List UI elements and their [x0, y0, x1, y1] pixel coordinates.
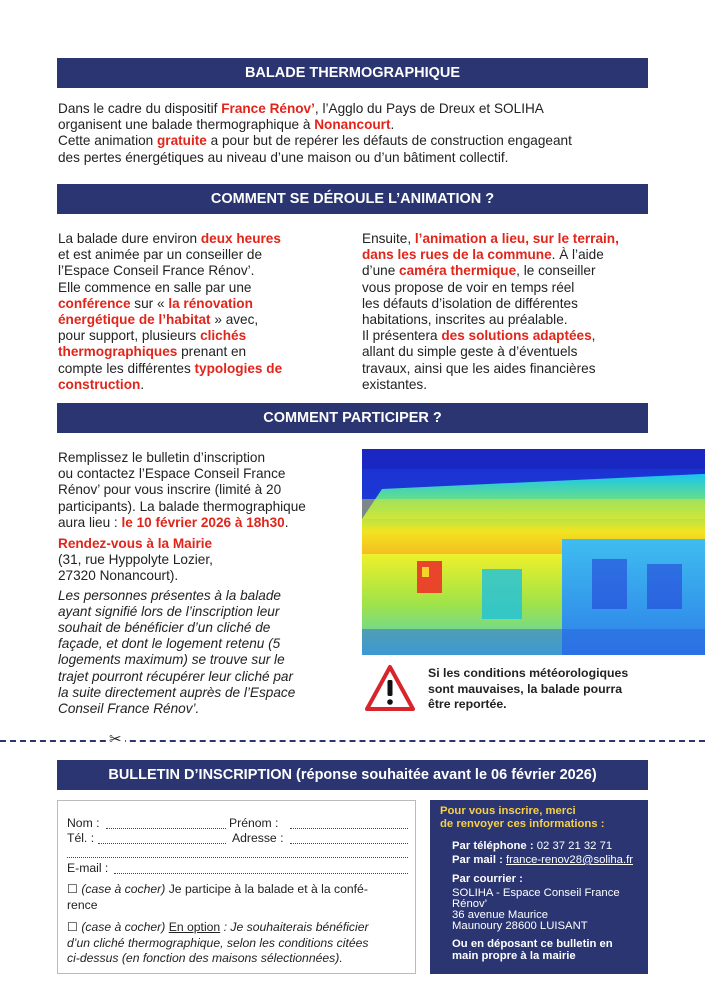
adresse-field-line2[interactable]	[67, 857, 408, 858]
animation-right-column: Ensuite, l’animation a lieu, sur le terrain, dans les rues de la commune. À l’aide d’une caméra thermique, le conseiller vous propose de voir en temps réel les défauts d’isolation de différentes habitations, inscrites au préalable. Il présentera des solutions adaptées, allant du simple geste à d’éventuels travaux, ainsi que les aides financières existantes.	[362, 231, 619, 392]
scissors-icon: ✂	[106, 732, 125, 748]
section-title-bulletin: BULLETIN D’INSCRIPTION (réponse souhaitée avant le 06 février 2026)	[57, 760, 648, 790]
prenom-label: Prénom :	[229, 816, 279, 830]
email-label: E-mail :	[67, 861, 109, 875]
nom-field[interactable]	[106, 828, 226, 829]
rendez-vous-label: Rendez-vous à la Mairie	[58, 536, 213, 552]
contact-mail: Par mail : france-renov28@soliha.fr	[452, 854, 634, 866]
tel-field[interactable]	[98, 843, 226, 844]
deposit-note: Ou en déposant ce bulletin en main propre à la mairie	[452, 938, 613, 963]
contact-panel: Pour vous inscrire, merci de renvoyer ces informations : Par téléphone : 02 37 21 32 71 Par mail : france-renov28@soliha.fr Par courrier : SOLIHA - Espace Conseil France Rénov’ 36 avenue Maurice Maunoury 28600 LUISANT Ou en déposant ce bulletin en main propre à la mairie	[430, 800, 648, 974]
checkbox-cliche-option[interactable]: ☐ (case à cocher) En option : Je souhaiterais bénéficier d’un cliché thermographique, selon les conditions citées ci-dessus (en fonction des maisons sélectionnées).	[67, 920, 369, 965]
prenom-field[interactable]	[290, 828, 408, 829]
animation-left-column: La balade dure environ deux heures et est animée par un conseiller de l’Espace Conseil France Rénov’. Elle commence en salle par une conférence sur « la rénovation énergétique de l’habitat » avec, pour support, plusieurs clichés thermographiques prenant en compte les différentes typologies de construction.	[58, 231, 283, 392]
weather-warning-text: Si les conditions météorologiques sont mauvaises, la balade pourra être reportée.	[428, 666, 629, 712]
warning-icon	[365, 664, 415, 712]
adresse-label: Adresse :	[232, 831, 284, 845]
participer-text: Remplissez le bulletin d’inscription ou contactez l’Espace Conseil France Rénov’ pour vous inscrire (limité à 20 participants). La balade thermographique aura lieu : le 10 février 2026 à 18h30. Rendez-vous à la Mairie (31, rue Hyppolyte Lozier, 27320 Nonancourt). Les personnes présentes à la balade ayant signifié lors de l’inscription leur souhait de bénéficier d’un cliché de façade, et dont le logement retenu (5 logements maximum) se trouve sur le trajet pourront récupérer leur cliché par la suite directement auprès de l’Espace Conseil France Rénov’.	[58, 450, 353, 717]
nom-label: Nom :	[67, 816, 100, 830]
email-field[interactable]	[114, 873, 408, 874]
section-title-balade: BALADE THERMOGRAPHIQUE	[57, 58, 648, 88]
tel-label: Tél. :	[67, 831, 95, 845]
intro-paragraph: Dans le cadre du dispositif France Rénov’, l’Agglo du Pays de Dreux et SOLIHA organisent une balade thermographique à Nonancourt. Cette animation gratuite a pour but de repérer les défauts de construction engageant des pertes énergétiques au niveau d’une maison ou d’un bâtiment collectif.	[58, 101, 572, 165]
thermographic-photo	[362, 449, 705, 655]
registration-form	[57, 800, 416, 974]
contact-phone: Par téléphone : 02 37 21 32 71	[452, 840, 613, 852]
section-title-participer: COMMENT PARTICIPER ?	[57, 403, 648, 433]
mail-link[interactable]: france-renov28@soliha.fr	[506, 854, 634, 866]
contact-address: SOLIHA - Espace Conseil France Rénov’ 36 avenue Maurice Maunoury 28600 LUISANT	[452, 887, 620, 932]
checkbox-participation[interactable]: ☐ (case à cocher) Je participe à la balade et à la confé- rence	[67, 882, 368, 912]
adresse-field[interactable]	[290, 843, 408, 844]
section-title-animation: COMMENT SE DÉROULE L’ANIMATION ?	[57, 184, 648, 214]
